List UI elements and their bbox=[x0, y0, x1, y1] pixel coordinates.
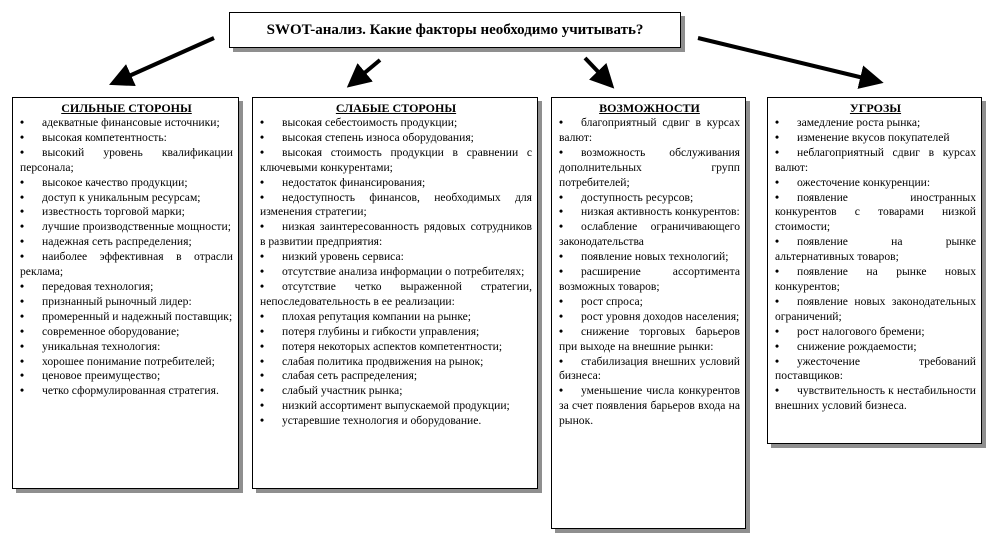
bullet-icon: • bbox=[260, 130, 265, 144]
opportunities-item bbox=[559, 295, 740, 310]
weaknesses-item-text: низкий ассортимент выпускаемой продукции; bbox=[282, 399, 510, 413]
strengths-item bbox=[20, 205, 233, 220]
weaknesses-item bbox=[260, 310, 532, 325]
bullet-icon: • bbox=[260, 354, 265, 368]
opportunities-heading: ВОЗМОЖНОСТИ bbox=[599, 101, 700, 115]
strengths-item-text: лучшие производственные мощности; bbox=[42, 220, 231, 234]
weaknesses-item-text: недоступность финансов, необходимых для изменения стратегии; bbox=[260, 190, 532, 219]
opportunities-item bbox=[559, 355, 740, 385]
arrow-to-opportunities bbox=[585, 58, 606, 80]
strengths-item bbox=[20, 310, 233, 325]
opportunities-item bbox=[559, 250, 740, 265]
weaknesses-item-text: высокая стоимость продукции в сравнении с ключевыми конкурентами; bbox=[260, 145, 532, 174]
bullet-icon: • bbox=[260, 265, 265, 279]
bullet-icon: • bbox=[775, 116, 780, 129]
weaknesses-item bbox=[260, 250, 532, 265]
weaknesses-item bbox=[260, 340, 532, 355]
bullet-icon: • bbox=[20, 130, 25, 144]
threats-item bbox=[775, 265, 976, 295]
strengths-item bbox=[20, 220, 233, 235]
bullet-icon: • bbox=[260, 190, 265, 204]
bullet-icon: • bbox=[775, 384, 780, 398]
weaknesses-item bbox=[260, 265, 532, 280]
threats-item-text: ожесточение конкуренции: bbox=[797, 175, 931, 189]
opportunities-item bbox=[559, 220, 740, 250]
bullet-icon: • bbox=[775, 190, 780, 204]
bullet-icon: • bbox=[20, 205, 25, 219]
bullet-icon: • bbox=[260, 384, 265, 398]
strengths-item-text: промеренный и надежный поставщик; bbox=[42, 309, 233, 323]
opportunities-item-text: рост спроса; bbox=[581, 294, 643, 308]
bullet-icon: • bbox=[559, 205, 564, 219]
bullet-icon: • bbox=[20, 369, 25, 383]
strengths-item-text: высокая компетентность: bbox=[42, 130, 167, 144]
weaknesses-item bbox=[260, 220, 532, 250]
weaknesses-heading: СЛАБЫЕ СТОРОНЫ bbox=[335, 101, 457, 115]
bullet-icon: • bbox=[20, 235, 25, 249]
opportunities-item-text: появление новых технологий; bbox=[581, 250, 729, 264]
threats-item-text: снижение рождаемости; bbox=[797, 339, 917, 353]
strengths-item-text: доступ к уникальным ресурсам; bbox=[42, 190, 201, 204]
threats-item bbox=[775, 384, 976, 414]
bullet-icon: • bbox=[775, 175, 780, 189]
strengths-item bbox=[20, 176, 233, 191]
weaknesses-item bbox=[260, 146, 532, 176]
threats-item-text: неблагоприятный сдвиг в курсах валют: bbox=[775, 145, 976, 174]
threats-item-text: ужесточение требований поставщиков: bbox=[775, 354, 976, 383]
threats-item-text: рост налогового бремени; bbox=[797, 324, 925, 338]
arrow-to-strengths bbox=[120, 38, 214, 80]
strengths-item bbox=[20, 116, 233, 131]
strengths-item bbox=[20, 355, 233, 370]
strengths-item-text: четко сформулированная стратегия. bbox=[42, 384, 219, 398]
weaknesses-item bbox=[260, 280, 532, 310]
bullet-icon: • bbox=[775, 145, 780, 159]
opportunities-item-text: снижение торговых барьеров при выходе на внешние рынки: bbox=[559, 324, 740, 353]
strengths-item bbox=[20, 295, 233, 310]
bullet-icon: • bbox=[559, 354, 564, 368]
threats-heading: УГРОЗЫ bbox=[849, 101, 902, 115]
opportunities-item-text: возможность обслуживания дополнительных групп потребителей; bbox=[559, 145, 740, 189]
strengths-item bbox=[20, 340, 233, 355]
strengths-item-text: высокий уровень квалификации персонала; bbox=[20, 145, 233, 174]
threats-item bbox=[775, 295, 976, 325]
bullet-icon: • bbox=[775, 235, 780, 249]
threats-item bbox=[775, 235, 976, 265]
weaknesses-list bbox=[260, 116, 532, 429]
threats-item-text: появление на рынке новых конкурентов; bbox=[775, 265, 976, 293]
strengths-item bbox=[20, 384, 233, 399]
opportunities-list bbox=[559, 116, 740, 429]
strengths-item-text: надежная сеть распределения; bbox=[42, 235, 192, 249]
threats-item bbox=[775, 176, 976, 191]
opportunities-item-text: рост уровня доходов населения; bbox=[581, 309, 740, 323]
strengths-item bbox=[20, 250, 233, 280]
bullet-icon: • bbox=[260, 279, 265, 293]
bullet-icon: • bbox=[260, 339, 265, 353]
bullet-icon: • bbox=[559, 190, 564, 204]
threats-item bbox=[775, 146, 976, 176]
weaknesses-item bbox=[260, 116, 532, 131]
bullet-icon: • bbox=[775, 324, 780, 338]
arrow-to-threats bbox=[698, 38, 872, 80]
opportunities-item bbox=[559, 325, 740, 355]
weaknesses-item-text: слабый участник рынка; bbox=[282, 384, 403, 398]
strengths-item bbox=[20, 131, 233, 146]
opportunities-item bbox=[559, 384, 740, 429]
weaknesses-item-text: потеря некоторых аспектов компетентности; bbox=[282, 339, 503, 353]
bullet-icon: • bbox=[260, 369, 265, 383]
weaknesses-item bbox=[260, 399, 532, 414]
strengths-item-text: ценовое преимущество; bbox=[42, 369, 161, 383]
threats-item bbox=[775, 355, 976, 385]
bullet-icon: • bbox=[775, 354, 780, 368]
opportunities-item bbox=[559, 146, 740, 191]
weaknesses-item-text: потеря глубины и гибкости управления; bbox=[282, 324, 480, 338]
opportunities-item-text: доступность ресурсов; bbox=[581, 190, 694, 204]
weaknesses-item-text: слабая сеть распределения; bbox=[282, 369, 418, 383]
bullet-icon: • bbox=[260, 250, 265, 264]
weaknesses-item bbox=[260, 176, 532, 191]
strengths-item-text: известность торговой марки; bbox=[42, 205, 185, 219]
strengths-item-text: наиболее эффективная в отрасли реклама; bbox=[20, 250, 233, 279]
opportunities-item-text: стабилизация внешних условий бизнеса: bbox=[559, 354, 740, 383]
bullet-icon: • bbox=[260, 220, 265, 234]
bullet-icon: • bbox=[775, 265, 780, 279]
opportunities-item bbox=[559, 116, 740, 146]
threats-item-text: появление новых законодательных ограничений; bbox=[775, 294, 976, 323]
threats-item bbox=[775, 325, 976, 340]
threats-item-text: изменение вкусов покупателей bbox=[797, 130, 950, 144]
opportunities-item bbox=[559, 310, 740, 325]
opportunities-item bbox=[559, 265, 740, 295]
opportunities-item bbox=[559, 205, 740, 220]
bullet-icon: • bbox=[20, 384, 25, 398]
bullet-icon: • bbox=[20, 339, 25, 353]
bullet-icon: • bbox=[775, 294, 780, 308]
bullet-icon: • bbox=[559, 220, 564, 234]
weaknesses-item bbox=[260, 384, 532, 399]
strengths-item bbox=[20, 235, 233, 250]
bullet-icon: • bbox=[20, 309, 25, 323]
strengths-item bbox=[20, 191, 233, 206]
bullet-icon: • bbox=[559, 145, 564, 159]
diagram-title-box bbox=[229, 12, 681, 48]
bullet-icon: • bbox=[559, 309, 564, 323]
weaknesses-item-text: высокая себестоимость продукции; bbox=[282, 116, 458, 129]
strengths-item-text: признанный рыночный лидер: bbox=[42, 294, 192, 308]
threats-box bbox=[767, 97, 982, 444]
bullet-icon: • bbox=[260, 309, 265, 323]
bullet-icon: • bbox=[20, 220, 25, 234]
threats-item bbox=[775, 340, 976, 355]
threats-list bbox=[775, 116, 976, 414]
opportunities-item-text: расширение ассортимента возможных товаров; bbox=[559, 265, 740, 293]
threats-item-text: чувствительность к нестабильности внешних условий бизнеса. bbox=[775, 384, 976, 413]
bullet-icon: • bbox=[260, 324, 265, 338]
diagram-title: SWOT-анализ. Какие факторы необходимо учитывать? bbox=[266, 21, 644, 38]
strengths-box bbox=[12, 97, 239, 489]
bullet-icon: • bbox=[20, 250, 25, 264]
strengths-item-text: высокое качество продукции; bbox=[42, 175, 188, 189]
weaknesses-item bbox=[260, 325, 532, 340]
weaknesses-item-text: отсутствие четко выраженной стратегии, непоследовательность в ее реализации: bbox=[260, 279, 532, 308]
threats-item bbox=[775, 131, 976, 146]
bullet-icon: • bbox=[260, 116, 265, 129]
weaknesses-item-text: недостаток финансирования; bbox=[282, 175, 426, 189]
strengths-item bbox=[20, 146, 233, 176]
bullet-icon: • bbox=[559, 294, 564, 308]
opportunities-item bbox=[559, 191, 740, 206]
bullet-icon: • bbox=[559, 116, 564, 129]
threats-item bbox=[775, 191, 976, 236]
weaknesses-item-text: устаревшие технология и оборудование. bbox=[282, 414, 482, 428]
bullet-icon: • bbox=[20, 354, 25, 368]
bullet-icon: • bbox=[20, 279, 25, 293]
bullet-icon: • bbox=[260, 145, 265, 159]
weaknesses-item bbox=[260, 414, 532, 429]
weaknesses-item-text: низкий уровень сервиса: bbox=[282, 250, 404, 264]
weaknesses-item-text: плохая репутация компании на рынке; bbox=[282, 309, 472, 323]
threats-item-text: появление на рынке альтернативных товаров; bbox=[775, 235, 976, 264]
bullet-icon: • bbox=[559, 384, 564, 398]
bullet-icon: • bbox=[559, 250, 564, 264]
strengths-item-text: уникальная технология: bbox=[42, 339, 161, 353]
weaknesses-item bbox=[260, 191, 532, 221]
weaknesses-box bbox=[252, 97, 538, 489]
strengths-heading: СИЛЬНЫЕ СТОРОНЫ bbox=[61, 101, 192, 115]
bullet-icon: • bbox=[20, 294, 25, 308]
strengths-item-text: современное оборудование; bbox=[42, 324, 180, 338]
threats-item bbox=[775, 116, 976, 131]
opportunities-box bbox=[551, 97, 746, 529]
strengths-item bbox=[20, 325, 233, 340]
opportunities-item-text: ослабление ограничивающего законодательства bbox=[559, 220, 740, 249]
bullet-icon: • bbox=[20, 116, 25, 129]
weaknesses-item-text: низкая заинтересованность рядовых сотрудников в развитии предприятия: bbox=[260, 220, 532, 249]
weaknesses-item bbox=[260, 355, 532, 370]
strengths-item-text: передовая технология; bbox=[42, 279, 154, 293]
strengths-item bbox=[20, 280, 233, 295]
bullet-icon: • bbox=[559, 265, 564, 279]
bullet-icon: • bbox=[260, 399, 265, 413]
strengths-item-text: адекватные финансовые источники; bbox=[42, 116, 220, 129]
weaknesses-item bbox=[260, 369, 532, 384]
strengths-list bbox=[20, 116, 233, 399]
bullet-icon: • bbox=[260, 175, 265, 189]
weaknesses-item-text: высокая степень износа оборудования; bbox=[282, 130, 474, 144]
threats-item-text: появление иностранных конкурентов с товарами низкой стоимости; bbox=[775, 190, 976, 234]
bullet-icon: • bbox=[260, 414, 265, 428]
strengths-item-text: хорошее понимание потребителей; bbox=[42, 354, 215, 368]
weaknesses-item-text: слабая политика продвижения на рынок; bbox=[282, 354, 484, 368]
bullet-icon: • bbox=[775, 130, 780, 144]
threats-item-text: замедление роста рынка; bbox=[797, 116, 921, 129]
opportunities-item-text: низкая активность конкурентов: bbox=[581, 205, 740, 219]
weaknesses-item bbox=[260, 131, 532, 146]
bullet-icon: • bbox=[559, 324, 564, 338]
weaknesses-item-text: отсутствие анализа информации о потребителях; bbox=[282, 265, 525, 279]
bullet-icon: • bbox=[20, 145, 25, 159]
opportunities-item-text: благоприятный сдвиг в курсах валют: bbox=[559, 116, 740, 144]
bullet-icon: • bbox=[20, 175, 25, 189]
bullet-icon: • bbox=[20, 324, 25, 338]
arrow-to-weaknesses bbox=[356, 60, 380, 80]
strengths-item bbox=[20, 369, 233, 384]
opportunities-item-text: уменьшение числа конкурентов за счет появления барьеров входа на рынок. bbox=[559, 384, 740, 428]
bullet-icon: • bbox=[20, 190, 25, 204]
bullet-icon: • bbox=[775, 339, 780, 353]
